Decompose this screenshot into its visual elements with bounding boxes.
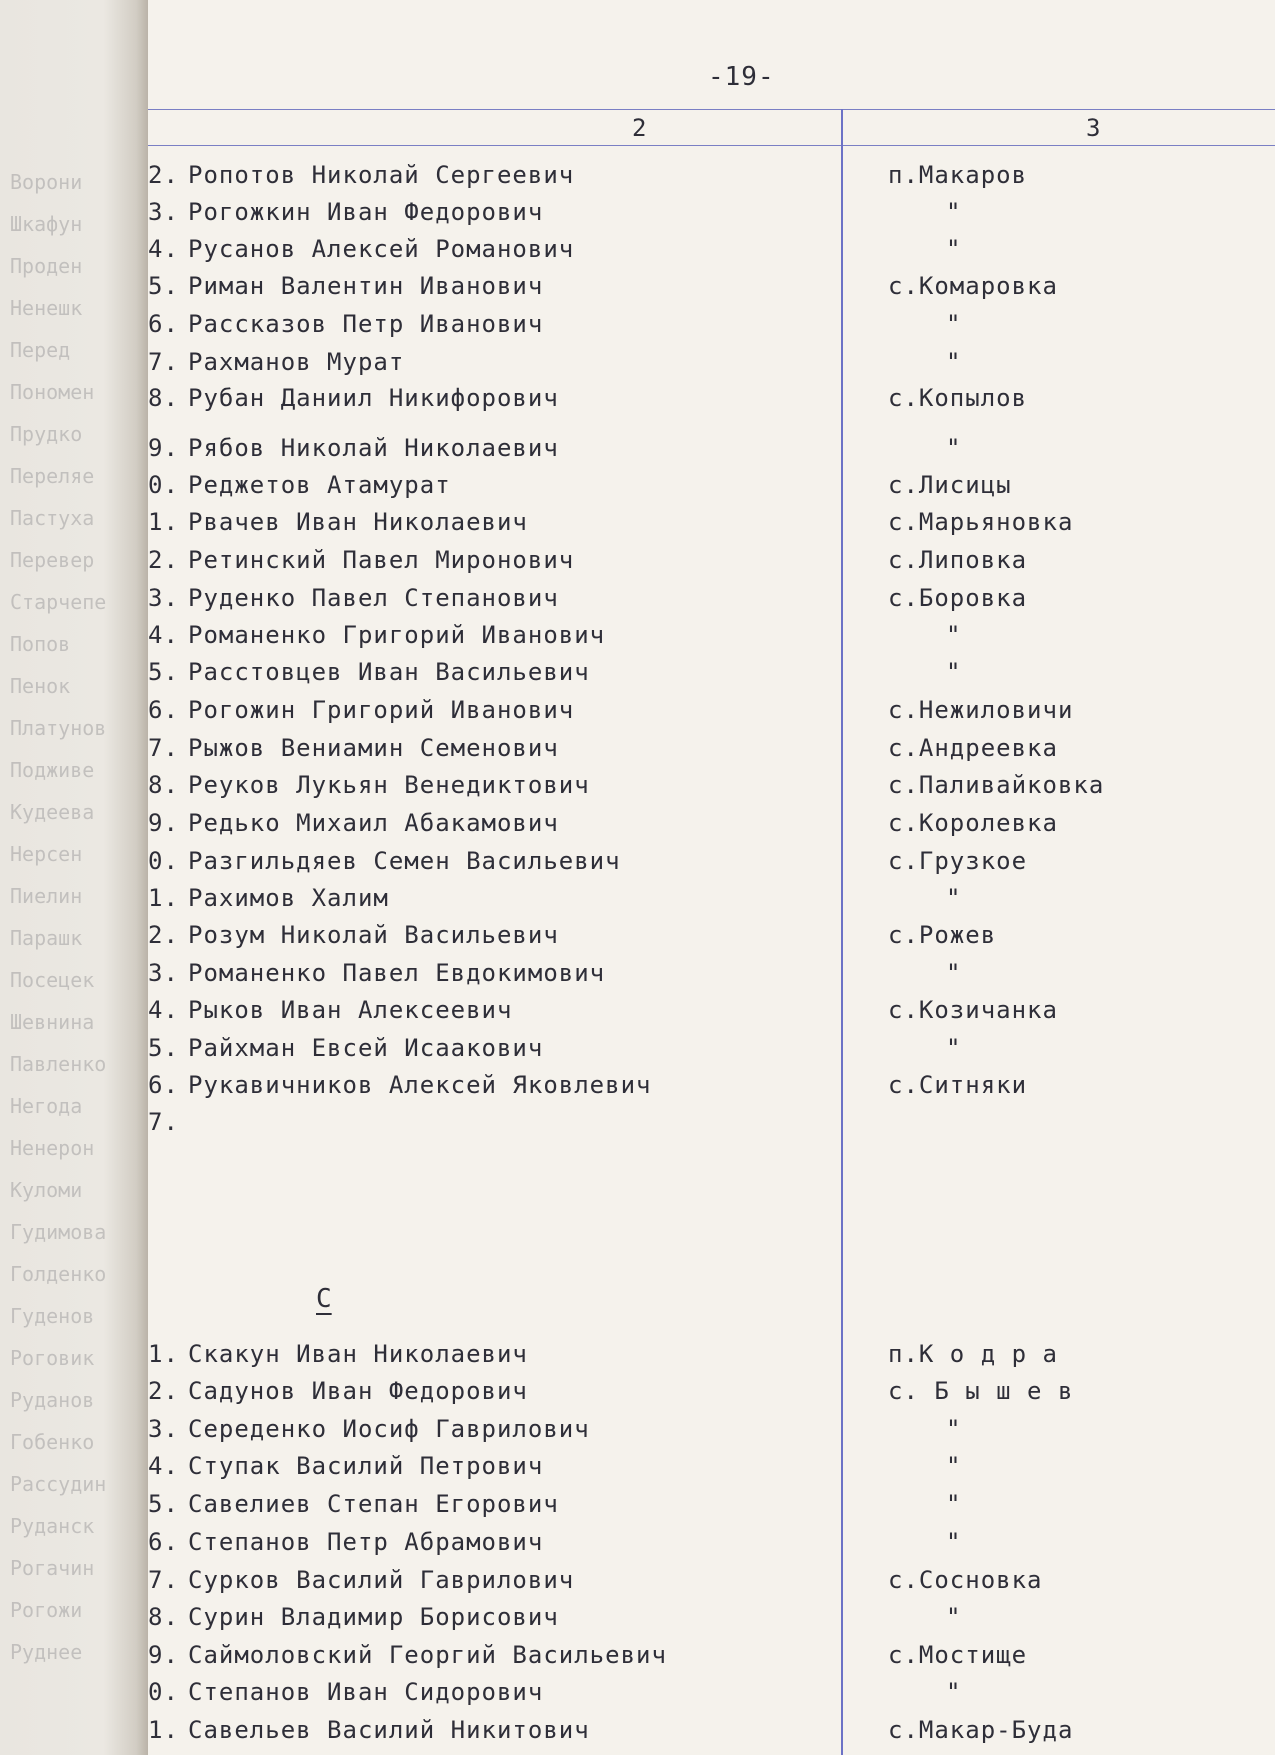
list-row <box>148 1528 1275 1562</box>
row-number: 5. <box>148 1034 179 1062</box>
person-name: Рахимов Халим <box>188 884 389 912</box>
place-name: с.Копылов <box>888 384 1028 412</box>
person-name: Розум Николай Васильевич <box>188 921 559 949</box>
list-row <box>148 1490 1275 1524</box>
place-name: " <box>946 1415 962 1443</box>
bleed-word: Гуденов <box>10 1304 95 1328</box>
place-name: с.Грузкое <box>888 847 1028 875</box>
list-row <box>148 1452 1275 1486</box>
person-name: Райхман Евсей Исаакович <box>188 1034 544 1062</box>
column-header-2: 2 <box>632 114 647 142</box>
person-name: Расстовцев Иван Васильевич <box>188 658 590 686</box>
list-row <box>148 809 1275 843</box>
row-number: 9. <box>148 809 179 837</box>
row-number: 4. <box>148 1452 179 1480</box>
bleed-word: Платунов <box>10 716 107 740</box>
list-row <box>148 1566 1275 1600</box>
bleed-word: Посецек <box>10 968 95 992</box>
bleed-word: Руднее <box>10 1640 83 1664</box>
row-number: 1. <box>148 1340 179 1368</box>
bleed-word: Гудимова <box>10 1220 107 1244</box>
row-number: 7. <box>148 1108 179 1136</box>
person-name: Степанов Иван Сидорович <box>188 1678 544 1706</box>
person-name: Савельев Василий Никитович <box>188 1716 590 1744</box>
row-number: 1. <box>148 884 179 912</box>
bleed-word: Пиелин <box>10 884 83 908</box>
bleed-word: Нерсен <box>10 842 83 866</box>
list-row <box>148 1415 1275 1449</box>
place-name: с.Нежиловичи <box>888 696 1074 724</box>
person-name: Рвачев Иван Николаевич <box>188 508 528 536</box>
bleed-word: Гобенко <box>10 1430 95 1454</box>
bleed-word: Роговик <box>10 1346 95 1370</box>
bleed-word: Павленко <box>10 1052 107 1076</box>
person-name: Реуков Лукьян Венедиктович <box>188 771 590 799</box>
place-name: с.Мостище <box>888 1641 1028 1669</box>
list-row <box>148 1641 1275 1675</box>
row-number: 5. <box>148 1490 179 1518</box>
bleed-word: Старчепе <box>10 590 107 614</box>
list-row <box>148 384 1275 418</box>
list-row <box>148 272 1275 306</box>
person-name: Руденко Павел Степанович <box>188 584 559 612</box>
place-name: с.Боровка <box>888 584 1028 612</box>
person-name: Рогожкин Иван Федорович <box>188 198 544 226</box>
list-row <box>148 771 1275 805</box>
list-row <box>148 434 1275 468</box>
person-name: Степанов Петр Абрамович <box>188 1528 544 1556</box>
person-name: Рыков Иван Алексеевич <box>188 996 513 1024</box>
bleed-word: Ворони <box>10 170 83 194</box>
list-row <box>148 1716 1275 1750</box>
row-number: 9. <box>148 1641 179 1669</box>
bleed-word: Ненешк <box>10 296 83 320</box>
list-row <box>148 471 1275 505</box>
place-name: с.Козичанка <box>888 996 1058 1024</box>
person-name: Середенко Иосиф Гаврилович <box>188 1415 590 1443</box>
place-name: с.Андреевка <box>888 734 1058 762</box>
list-row <box>148 921 1275 955</box>
place-name: с.Рожев <box>888 921 997 949</box>
list-row <box>148 235 1275 269</box>
person-name: Рубан Даниил Никифорович <box>188 384 559 412</box>
bleed-word: Куломи <box>10 1178 83 1202</box>
bleed-word: Прудко <box>10 422 83 446</box>
place-name: " <box>946 310 962 338</box>
place-name: с. Б ы ш е в <box>888 1377 1074 1405</box>
table-top-rule <box>148 109 1275 110</box>
list-row <box>148 1108 1275 1142</box>
list-row <box>148 1678 1275 1712</box>
list-row <box>148 658 1275 692</box>
row-number: 4. <box>148 621 179 649</box>
row-number: 0. <box>148 1678 179 1706</box>
person-name: Ретинский Павел Миронович <box>188 546 575 574</box>
row-number: 7. <box>148 348 179 376</box>
bleed-word: Голденко <box>10 1262 107 1286</box>
row-number: 9. <box>148 434 179 462</box>
bleed-word: Попов <box>10 632 71 656</box>
place-name: " <box>946 434 962 462</box>
bleed-word: Парашк <box>10 926 83 950</box>
place-name: " <box>946 348 962 376</box>
list-row <box>148 884 1275 918</box>
place-name: " <box>946 235 962 263</box>
place-name: " <box>946 884 962 912</box>
list-row <box>148 1340 1275 1374</box>
list-row <box>148 348 1275 382</box>
row-number: 6. <box>148 696 179 724</box>
bleed-word: Пенок <box>10 674 71 698</box>
bleed-word: Рогачин <box>10 1556 95 1580</box>
row-number: 3. <box>148 584 179 612</box>
person-name: Садунов Иван Федорович <box>188 1377 528 1405</box>
list-row <box>148 584 1275 618</box>
list-row <box>148 161 1275 195</box>
person-name: Реджетов Атамурат <box>188 471 451 499</box>
person-name: Скакун Иван Николаевич <box>188 1340 528 1368</box>
bleed-word: Руданск <box>10 1514 95 1538</box>
list-row <box>148 1377 1275 1411</box>
row-number: 8. <box>148 1603 179 1631</box>
place-name: " <box>946 621 962 649</box>
place-name: п.Макаров <box>888 161 1028 189</box>
bleed-word: Кудеева <box>10 800 95 824</box>
list-row <box>148 310 1275 344</box>
person-name: Савелиев Степан Егорович <box>188 1490 559 1518</box>
place-name: " <box>946 1034 962 1062</box>
row-number: 2. <box>148 546 179 574</box>
row-number: 1. <box>148 508 179 536</box>
place-name: п.К о д р а <box>888 1340 1058 1368</box>
person-name: Сурков Василий Гаврилович <box>188 1566 575 1594</box>
row-number: 7. <box>148 1566 179 1594</box>
list-row <box>148 508 1275 542</box>
bleed-word: Перевер <box>10 548 95 572</box>
row-number: 3. <box>148 959 179 987</box>
place-name: с.Ситняки <box>888 1071 1028 1099</box>
row-number: 6. <box>148 1071 179 1099</box>
row-number: 4. <box>148 996 179 1024</box>
row-number: 1. <box>148 1716 179 1744</box>
place-name: с.Комаровка <box>888 272 1058 300</box>
place-name: с.Сосновка <box>888 1566 1043 1594</box>
bleed-word: Перед <box>10 338 71 362</box>
row-number: 3. <box>148 1415 179 1443</box>
list-row <box>148 847 1275 881</box>
place-name: с.Липовка <box>888 546 1028 574</box>
place-name: с.Марьяновка <box>888 508 1074 536</box>
row-number: 8. <box>148 771 179 799</box>
list-row <box>148 696 1275 730</box>
list-row <box>148 959 1275 993</box>
list-row <box>148 734 1275 768</box>
person-name: Разгильдяев Семен Васильевич <box>188 847 621 875</box>
person-name: Русанов Алексей Романович <box>188 235 575 263</box>
person-name: Романенко Павел Евдокимович <box>188 959 606 987</box>
person-name: Рыжов Вениамин Семенович <box>188 734 559 762</box>
list-row <box>148 1603 1275 1637</box>
previous-page-text <box>0 0 148 1755</box>
bleed-word: Подживе <box>10 758 95 782</box>
bleed-word: Пастуха <box>10 506 95 530</box>
bleed-word: Шевнина <box>10 1010 95 1034</box>
row-number: 2. <box>148 1377 179 1405</box>
list-row <box>148 546 1275 580</box>
bleed-word: Руданов <box>10 1388 95 1412</box>
list-row <box>148 621 1275 655</box>
row-number: 8. <box>148 384 179 412</box>
row-number: 7. <box>148 734 179 762</box>
person-name: Риман Валентин Иванович <box>188 272 544 300</box>
place-name: " <box>946 1678 962 1706</box>
row-number: 0. <box>148 471 179 499</box>
list-row <box>148 1071 1275 1105</box>
place-name: " <box>946 1603 962 1631</box>
document-page <box>148 0 1275 1755</box>
bleed-word: Рассудин <box>10 1472 107 1496</box>
person-name: Романенко Григорий Иванович <box>188 621 606 649</box>
person-name: Ступак Василий Петрович <box>188 1452 544 1480</box>
row-number: 4. <box>148 235 179 263</box>
person-name: Рукавичников Алексей Яковлевич <box>188 1071 652 1099</box>
person-name: Редько Михаил Абакамович <box>188 809 559 837</box>
person-name: Рассказов Петр Иванович <box>188 310 544 338</box>
person-name: Рябов Николай Николаевич <box>188 434 559 462</box>
bleed-word: Переляе <box>10 464 95 488</box>
bleed-word: Шкафун <box>10 212 83 236</box>
section-letter-s: С <box>316 1284 332 1314</box>
list-row <box>148 1034 1275 1068</box>
person-name: Рогожин Григорий Иванович <box>188 696 575 724</box>
page-number: -19- <box>708 62 775 92</box>
bleed-word: Негода <box>10 1094 83 1118</box>
place-name: " <box>946 959 962 987</box>
bleed-word: Рогожи <box>10 1598 83 1622</box>
place-name: " <box>946 198 962 226</box>
person-name: Саймоловский Георгий Васильевич <box>188 1641 667 1669</box>
place-name: " <box>946 1452 962 1480</box>
row-number: 5. <box>148 272 179 300</box>
row-number: 0. <box>148 847 179 875</box>
table-header-rule <box>148 145 1275 146</box>
list-row <box>148 198 1275 232</box>
row-number: 6. <box>148 310 179 338</box>
bleed-word: Проден <box>10 254 83 278</box>
bleed-word: Ненерон <box>10 1136 95 1160</box>
row-number: 2. <box>148 921 179 949</box>
person-name: Ропотов Николай Сергеевич <box>188 161 575 189</box>
row-number: 5. <box>148 658 179 686</box>
place-name: " <box>946 1490 962 1518</box>
bleed-word: Пономен <box>10 380 95 404</box>
row-number: 6. <box>148 1528 179 1556</box>
place-name: " <box>946 1528 962 1556</box>
column-header-3: 3 <box>1086 114 1101 142</box>
list-row <box>148 996 1275 1030</box>
row-number: 2. <box>148 161 179 189</box>
place-name: с.Макар-Буда <box>888 1716 1074 1744</box>
place-name: с.Лисицы <box>888 471 1012 499</box>
person-name: Сурин Владимир Борисович <box>188 1603 559 1631</box>
row-number: 3. <box>148 198 179 226</box>
place-name: с.Королевка <box>888 809 1058 837</box>
place-name: с.Паливайковка <box>888 771 1105 799</box>
person-name: Рахманов Мурат <box>188 348 405 376</box>
place-name: " <box>946 658 962 686</box>
